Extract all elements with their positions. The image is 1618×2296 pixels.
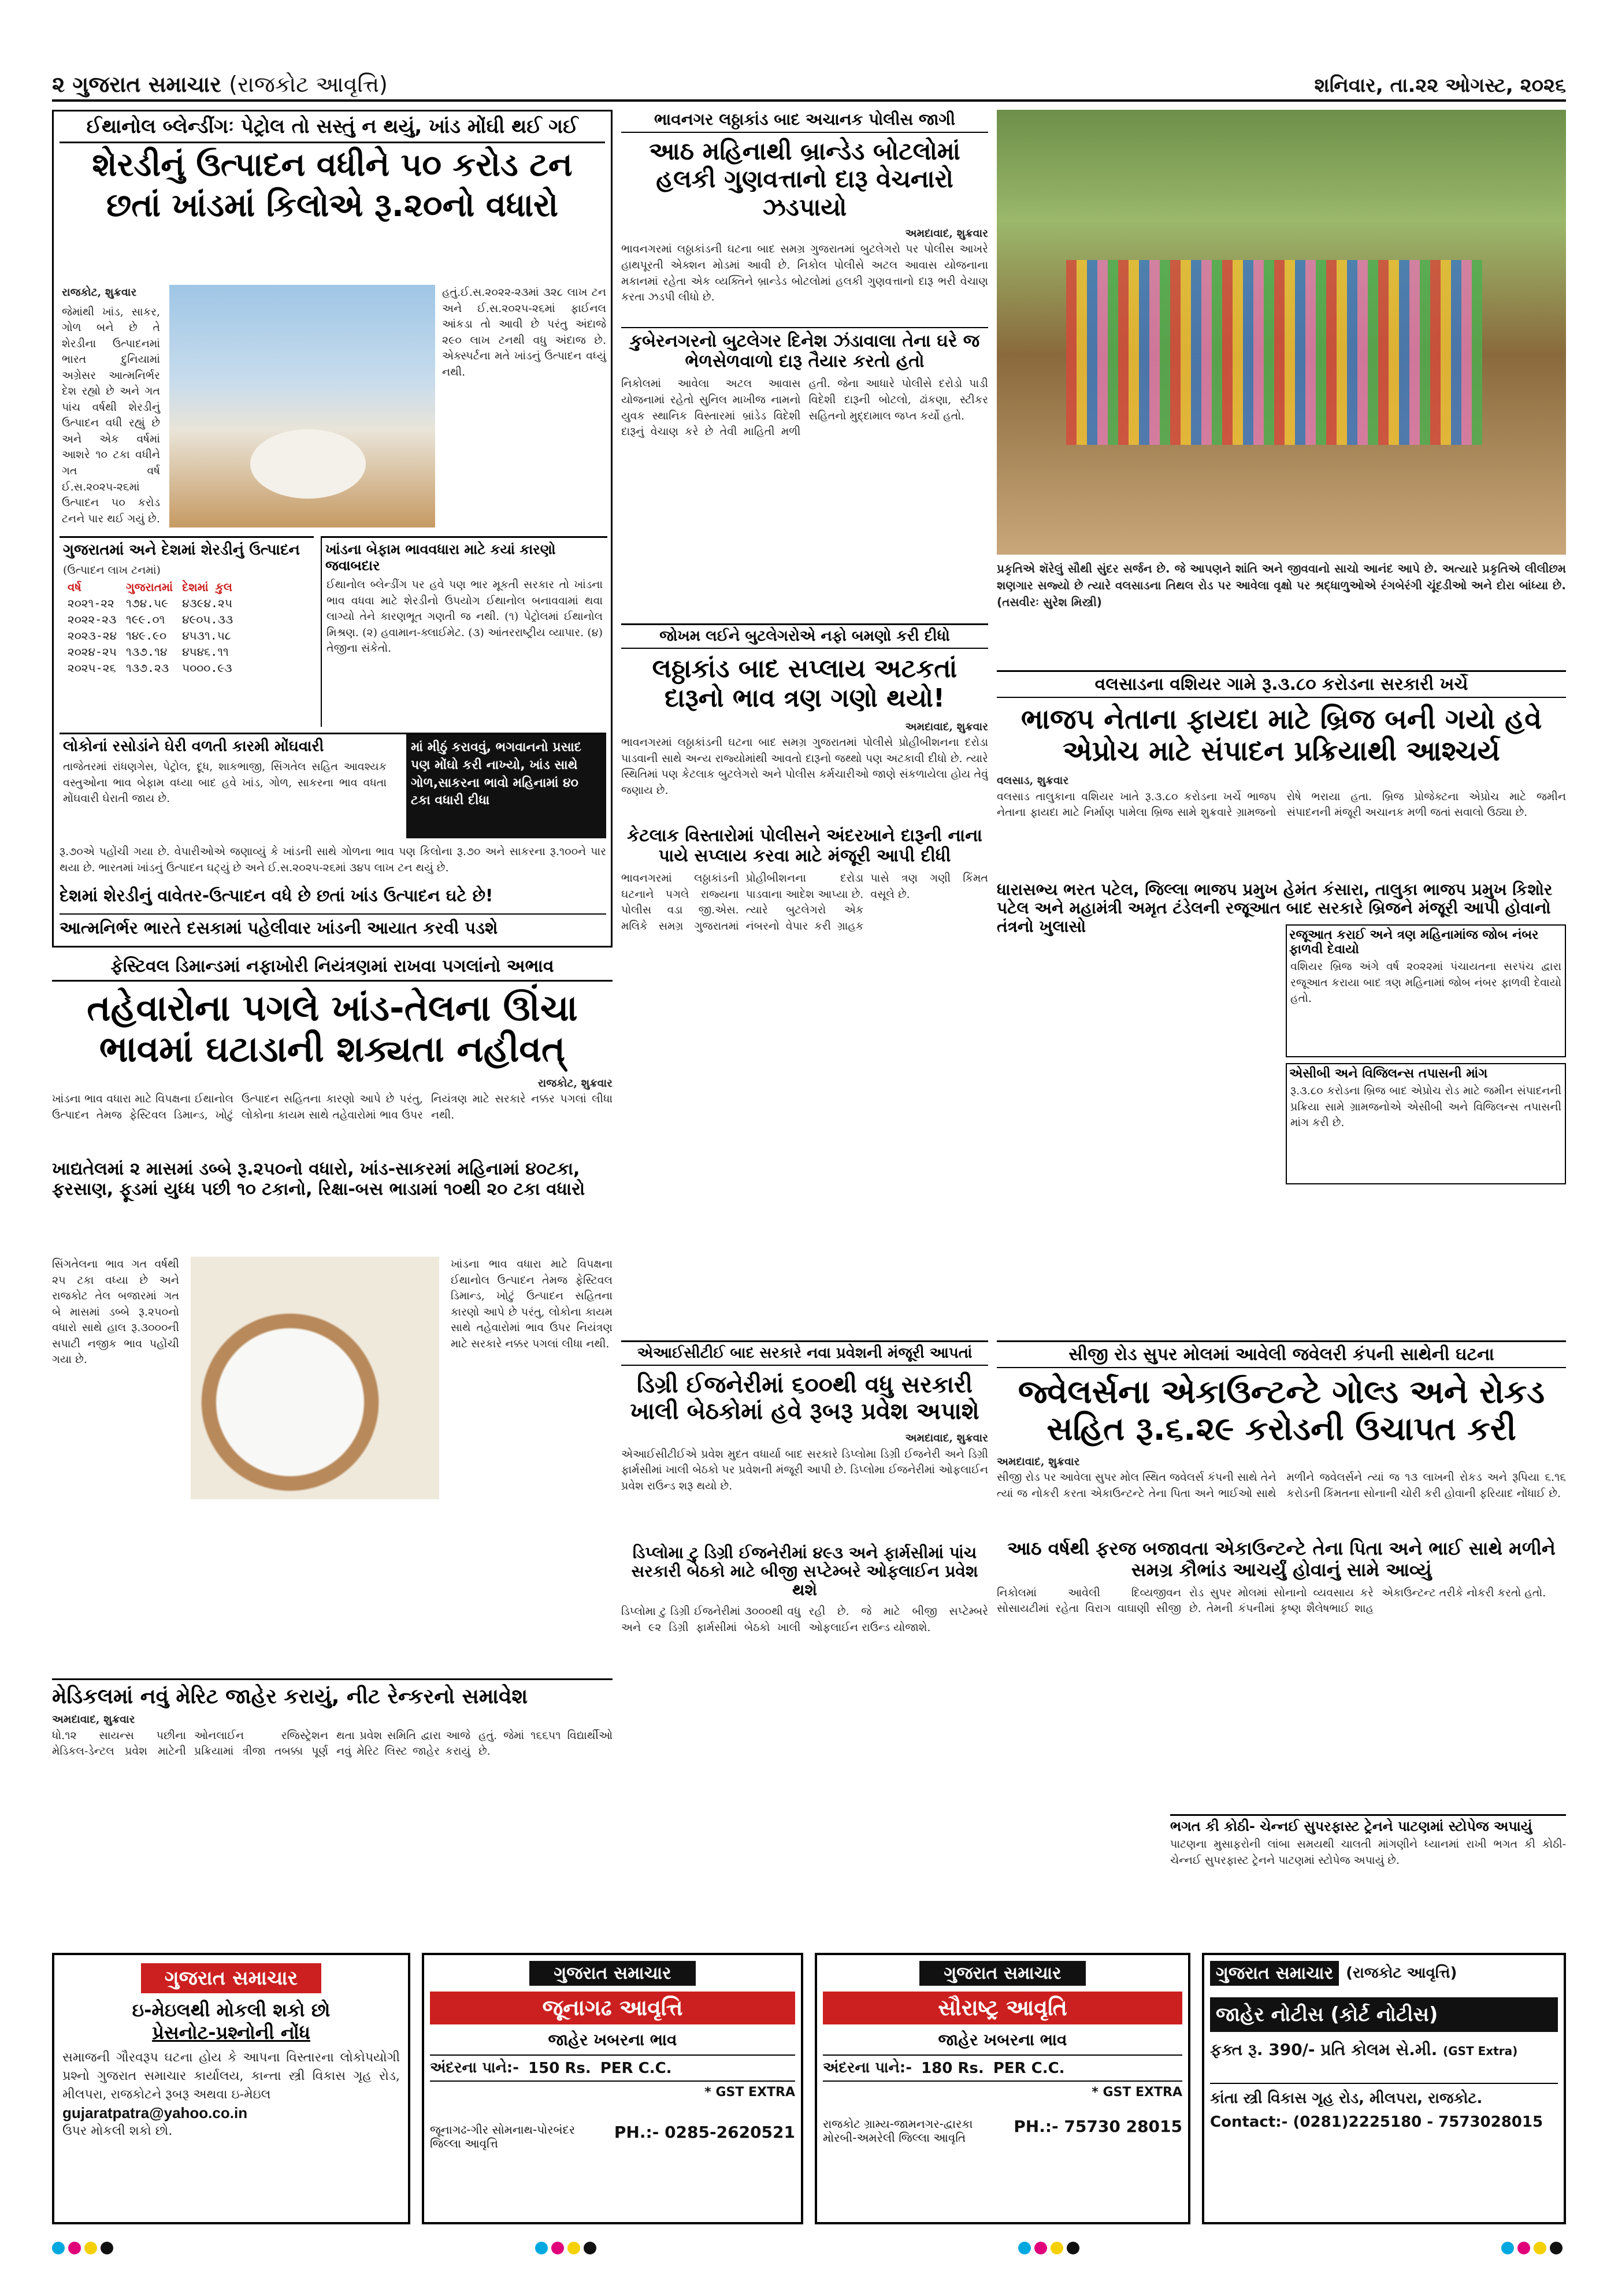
ad-court-notice xyxy=(1202,1953,1566,2224)
ad-text: સમાજની ગૌરવરૂપ ઘટના હોય કે આપના વિસ્તારના લોકોપયોગી પ્રશ્નો ગુજરાત સમાચાર કાર્યાલય, કાન્તા સ્ત્રી વિકાસ ગૃહ રોડ, મીલપરા, રાજકોટને રૂબરૂ અથવા ઇ-મેઇલ xyxy=(62,2050,400,2102)
jobnumber-box xyxy=(1286,924,1566,1057)
acb-title: એસીબી અને વિજિલન્સ તપાસની માંગ xyxy=(1289,1067,1488,1081)
story-text: જેમાંથી ખાંડ, સાકર, ગોળ બને છે તે શેરડીના ઉત્પાદનમાં ભારત દુનિયામાં અગ્રેસર આત્મનિર્ભર દેશ રહ્યો છે અને ગત પાંચ વર્ષથી શેરડીનું ઉત્પાદન વધી રહ્યું છે અને એક વર્ષમાં આશરે ૧૦ ટકા વધીને ગત વર્ષ ઈ.સ.૨૦૨૫-૨૬માં ઉત્પાદન ૫૦ કરોડ ટનને પાર થઈ ગયું છે. xyxy=(62,305,160,525)
story-text-2: નિકોલમાં આવેલા અટલ આવાસ યોજનામાં રહેતો સુનિલ માખીજ નામનો યુવક સ્થાનિક વિસ્તારમાં બ્રાંડેડ વિદેશી દારૂનું વેચાણ કરે છે તેવી માહિતી મળી હતી. જેના આધારે પોલીસે દરોડો પાડી વિદેશી દારૂની બોટલો, ઢાંકણા, સ્ટીકર સહિતનો મુદ્દામાલ જપ્ત કર્યો હતો. xyxy=(621,377,988,439)
story-dateline: અમદાવાદ, શુક્રવાર xyxy=(997,1455,1080,1468)
ad-rate-row xyxy=(823,2054,1182,2082)
table-title: ગુજરાતમાં અને દેશમાં શેરડીનું ઉત્પાદન xyxy=(63,541,300,559)
ad-unit: PER C.C. xyxy=(600,2059,672,2077)
story-subhead: ખાદ્યતેલમાં ૨ માસમાં ડબ્બે રૂ.૨૫૦નો વધારો, ખાંડ-સાકરમાં મહિનામાં ૪૦ટકા, ફરસાણ, ફૂડમાં યુધ્ધ પછી ૧૦ ટકાનો, રિક્ષા-બસ ભાડામાં ૧૦થી ૨૦ ટકા વધારો xyxy=(52,1159,585,1199)
ad-page-label: અંદરના પાને:- xyxy=(823,2059,912,2076)
ad-region: જૂનાગઢ-ગીર સોમનાથ-પોરબંદર જિલ્લા આવૃત્તિ xyxy=(430,2123,576,2150)
ad-footer xyxy=(823,2117,1182,2145)
ad-line-2: પ્રેસનોટ-પ્રશ્નોની નોંધ xyxy=(152,2022,310,2044)
story-headline: મેડિકલમાં નવું મેરિટ જાહેર કરાયું, નીટ રેન્કરનો સમાવેશ xyxy=(52,1678,613,1708)
table-note: (ઉત્પાદન લાખ ટનમાં) xyxy=(63,564,161,577)
cell: ૨૦૨૫-૨૬ xyxy=(68,660,116,675)
story-bridge xyxy=(997,670,1566,1335)
story-text: ધો.૧૨ સાયન્સ પછીના મેડિકલ-ડેન્ટલ પ્રવેશ માટેની ઓનલાઈન રજિસ્ટ્રેશન પ્રક્રિયામાં ત્રીજા તબક્કા પૂર્ણ થતા પ્રવેશ સમિતિ દ્વારા આજે નવું મેરિટ લિસ્ટ જાહેર કરાયું હતું. જેમાં ૧૬૬૫૧ વિદ્યાર્થીઓ છે. xyxy=(52,1729,613,1758)
reg-dots-right xyxy=(1501,2242,1566,2265)
story-subhead: ડિપ્લોમા ટુ ડિગ્રી ઈજનેરીમાં ૪૯૩ અને ફાર્મસીમાં પાંચ સરકારી બેઠકો માટે બીજી સપ્ટેમ્બરે ઓફલાઈન પ્રવેશ થશે xyxy=(631,1543,978,1599)
cell: ૪૯૦૫.૩૩ xyxy=(182,612,233,626)
ad-edition: સૌરાષ્ટ્ર આવૃતિ xyxy=(823,1992,1182,2024)
ad-email-address[interactable]: gujaratpatra@yahoo.co.in xyxy=(62,2104,248,2122)
ad-region: રાજકોટ ગ્રામ્ય-જામનગર-દ્વારકા મોરબી-અમરેલી જિલ્લા આવૃતિ xyxy=(823,2117,973,2145)
header-left xyxy=(52,72,388,98)
story-text-4: ભાવનગરમાં લઠ્ઠાકાંડની ઘટનાને પગલે રાજ્યના પોલીસ વડા જી.એસ. મલિકે સમગ્ર ગુજરાતમાં પ્રોહીબીશનના દરોડા પાડવાના આદેશ આપ્યા છે. ત્યારે બુટલેગરો એક નંબરનો વેપાર કરી ગ્રાહક પાસે ત્રણ ગણી કિંમત વસૂલે છે. xyxy=(621,872,988,932)
reg-dots-mid-2 xyxy=(1018,2242,1083,2265)
story-kicker: સીજી રોડ સુપર મોલમાં આવેલી જવેલરી કંપની સાથેની ઘટના xyxy=(997,1340,1566,1368)
cell: ૧૪૯.૯૦ xyxy=(126,628,166,642)
table-row xyxy=(63,611,237,627)
story-headline: તહેવારોના પગલે ખાંડ-તેલના ઊંચા ભાવમાં ઘટાડાની શક્યતા નહીવત્ xyxy=(87,987,578,1071)
story-headline-2: લઠ્ઠાકાંડ બાદ સપ્લાય અટકતાં દારૂનો ભાવ ત્રણ ગણો થયો! xyxy=(652,654,958,714)
jobnumber-title: રજૂઆત કરાઈ અને ત્રણ મહિનામાંજ જોબ નંબર ફાળવી દેવાયો xyxy=(1289,928,1539,957)
tree-photo xyxy=(997,110,1566,555)
col-gujarat: ગુજરાતમાં xyxy=(126,579,173,594)
jobnumber-text: વશિયર બ્રિજ અંગે વર્ષ ૨૦૨૨માં પંચાયતના સરપંચ દ્વારા રજૂઆત કરાયા બાદ ત્રણ મહિનામાં જોબ નંબર ફાળવી દેવાયો હતો. xyxy=(1290,960,1561,1005)
reg-dots-mid-1 xyxy=(535,2242,600,2265)
train-text: પાટણના મુસાફરોની લાંબા સમયથી ચાલતી માંગણીને ધ્યાનમાં રાખી ભગત કી કોઠી- ચેન્નઈ સુપરફાસ્ટ ટ્રેનને પાટણમાં સ્ટોપેજ અપાયું છે. xyxy=(1170,1838,1566,1867)
ad-page-label: અંદરના પાને:- xyxy=(430,2059,519,2076)
story-kicker: ભાવનગર લઠ્ઠાકાંડ બાદ અચાનક પોલીસ જાગી xyxy=(621,110,988,133)
story-headline-2: છતાં ખાંડમાં કિલોએ રૂ.૨૦નો વધારો xyxy=(106,187,558,225)
inflation-title: લોકોનાં રસોડાંને ઘેરી વળતી કારમી મોંઘવારી xyxy=(63,738,324,755)
story-dateline: વલસાડ, શુક્રવાર xyxy=(997,774,1069,787)
ad-rate-row xyxy=(430,2054,795,2082)
ad-notice: જાહેર નોટીસ (કોર્ટ નોટીસ) xyxy=(1210,1997,1558,2032)
story-dateline: રાજકોટ, શુક્રવાર xyxy=(62,286,137,299)
ad-masthead: ગુજરાત સમાચાર xyxy=(529,1961,696,1986)
story-headline: શેરડીનું ઉત્પાદન વધીને ૫૦ કરોડ ટન xyxy=(92,146,573,184)
cell: ૪૩૯૪.૨૫ xyxy=(182,596,232,610)
col-india: દેશમાં કુલ xyxy=(182,579,232,594)
train-headline: ભગત કી કોઠી- ચેન્નઈ સુપરફાસ્ટ ટ્રેનને પાટણમાં સ્ટોપેજ અપાયું xyxy=(1170,1818,1532,1834)
ad-masthead: ગુજરાત સમાચાર xyxy=(1210,1961,1339,1986)
ad-edition: (રાજકોટ આવૃત્તિ) xyxy=(1346,1964,1457,1982)
ad-line-1: ઇ-મેઇલથી મોકલી શકો છો xyxy=(132,1999,331,2021)
issue-date: શનિવાર, તા.૨૨ ઓગસ્ટ, ૨૦૨૬ xyxy=(1314,74,1566,97)
story-jeweller xyxy=(997,1340,1566,1918)
ad-email-tail: ઉપર મોકલી શકો છો. xyxy=(62,2123,173,2138)
story-text: સીજી રોડ પર આવેલા સુપર મોલ સ્થિત જવેલર્સ કંપની સાથે તેને ત્યાં જ નોકરી કરતા એકાઉન્ટન્ટે તેના પિતા અને ભાઈઓ સાથે મળીને જવેલર્સને ત્યાં જ ૧૩ લાખની રોકડ અને રૂપિયા ૬.૧૬ કરોડની કિંમતના સોનાની ચોરી કરી હોવાની ફરિયાદ નોંધાઈ છે. xyxy=(997,1471,1566,1500)
ad-phone: PH.:- 0285-2620521 xyxy=(614,2123,795,2142)
production-table-box xyxy=(60,536,314,727)
story-dateline: અમદાવાદ, શુક્રવાર xyxy=(905,1432,988,1444)
photo-caption: પ્રકૃતિએ શૅરેલું સૌથી સુંદર સર્જન છે. જે આપણને શાંતિ અને જીવવાનો સાચો આનંદ આપે છે. અત્યારે પ્રકૃતિએ લીલીછમ શણગાર સજ્યો છે ત્યારે વલસાડના તિથલ રોડ પર આવેલા વૃક્ષો પર શ્રદ્ધાળુઓએ રંગબેરંગી ચૂંદડીઓ અને દોરા બાંધ્યા છે. (તસવીરઃ સુરેશ મિસ્ત્રી) xyxy=(997,562,1566,609)
registration-marks xyxy=(52,2242,1566,2265)
inflation-box xyxy=(60,733,606,877)
story-dateline-2: અમદાવાદ, શુક્રવાર xyxy=(905,720,988,733)
page-header xyxy=(52,68,1566,102)
story-sugar xyxy=(52,110,613,948)
reg-dots-left xyxy=(52,2242,117,2265)
ad-rate: 180 Rs. xyxy=(921,2059,984,2077)
cell: ૪૫૪૬.૧૧ xyxy=(182,644,229,659)
col-year: વર્ષ xyxy=(68,579,81,594)
ad-gst: * GST EXTRA xyxy=(704,2085,795,2100)
table-header-row xyxy=(63,579,237,595)
page-number: ૨ xyxy=(52,72,65,97)
story-kicker: ફેસ્ટિવલ ડિમાન્ડમાં નફાખોરી નિયંત્રણમાં રાખવા પગલાંનો અભાવ xyxy=(52,956,613,982)
ad-address: કાંતા સ્ત્રી વિકાસ ગૃહ રોડ, મીલપરા, રાજકોટ. xyxy=(1210,2083,1558,2108)
ad-email xyxy=(52,1953,410,2224)
story-kicker: વલસાડના વશિયર ગામે રૂ.૩.૮૦ કરોડના સરકારી ખર્ચે xyxy=(997,670,1566,698)
cell: ૨૦૨૪-૨૫ xyxy=(68,644,117,659)
cell: ૫૦૦૦.૯૩ xyxy=(182,660,232,675)
ad-edition: જૂનાગઢ આવૃત્તિ xyxy=(430,1992,795,2024)
edition-label: (રાજકોટ આવૃત્તિ) xyxy=(229,72,388,97)
causes-text: ઈથાનોલ બ્લેન્ડીંગ પર હવે પણ ભાર મૂકતી સરકાર તો ખાંડના ભાવ વધવા માટે શેરડીનો ઉપયોગ ઈથાનોલ બનાવવામાં થવા લાગ્યો તેને કારણભૂત ગણતી જ નથી. (૧) પેટ્રોલમાં ઈથાનોલ મિશ્રણ. (૨) હવામાન-ક્લાઈમેટ. (૩) આંતરરાષ્ટ્રીય વ્યાપાર. (૪) તેજીના સંકેતો. xyxy=(326,578,603,655)
sugar-bowl-shape xyxy=(250,429,366,499)
photo-block xyxy=(997,110,1566,664)
inflation-text-2: રૂ.૭૦એ પહોંચી ગયા છે. વેપારીઓએ જણાવ્યું કે ખાંડની સાથે ગોળના ભાવ પણ કિલોના રૂ.૭૦ અને સાકરના રૂ.૧૦૦ને પાર થયા છે. ભારતમાં ખાંડનું ઉત્પાદન ઘટ્યું છે અને ઈ.સ.૨૦૨૫-૨૬માં ૩૪૫ લાખ ટન થયું છે. xyxy=(60,845,606,874)
story-medical xyxy=(52,1678,613,1918)
ad-gst: * GST EXTRA xyxy=(1092,2085,1182,2100)
story-headline: ડિગ્રી ઈજનેરીમાં ૬૦૦થી વધુ સરકારી ખાલી બેઠકોમાં હવે રૂબરૂ પ્રવેશ અપાશે xyxy=(630,1372,979,1425)
cell: ૪૫૩૧.૫૮ xyxy=(182,628,231,642)
story-engineering xyxy=(621,1340,988,1918)
table-row xyxy=(63,595,237,611)
sugar-factory-photo xyxy=(169,285,435,527)
inflation-text: તાજેતરમાં રાંધણગેસ, પેટ્રોલ, દૂધ, શાકભાજી, સિંગતેલ સહિત આવશ્યક વસ્તુઓના ભાવ બેફામ વધ્યા બાદ હવે ખાંડ, ગોળ, સાકરના ભાવ વધતા મોંઘવારી ઘેરાતી જાય છે. xyxy=(63,760,387,805)
cell: ૧૯૯.૦૧ xyxy=(126,612,165,626)
ad-masthead-row xyxy=(1210,1961,1558,1986)
story-kicker: એઆઈસીટીઈ બાદ સરકારે નવા પ્રવેશની મંજૂરી આપતાં xyxy=(621,1340,988,1366)
ad-masthead: ગુજરાત સમાચાર xyxy=(141,1963,321,1993)
story-dateline: રાજકોટ, શુક્રવાર xyxy=(537,1076,613,1090)
story-subhead-2: કેટલાક વિસ્તારોમાં પોલીસને અંદરખાને દારૂની નાના પાયે સપ્લાય કરવા માટે મંજૂરી આપી દીધી xyxy=(627,826,982,866)
ad-rate-label: જાહેર ખબરના ભાવ xyxy=(548,2030,677,2049)
story-subhead: કુબેરનગરનો બુટલેગર દિનેશ ઝંડાવાલા તેના ઘરે જ ભેળસેળવાળો દારૂ તૈયાર કરતો હતો xyxy=(621,327,988,371)
story-dateline: અમદાવાદ, શુક્રવાર xyxy=(905,226,988,240)
ad-rate-label: જાહેર ખબરના ભાવ xyxy=(938,2030,1067,2049)
ad-rate: 150 Rs. xyxy=(528,2059,591,2077)
cell: ૧૩૭.૧૪ xyxy=(126,644,168,659)
story-text-2: સિંગતેલના ભાવ ગત વર્ષથી ૨૫ ટકા વધ્યા છે અને રાજકોટ તેલ બજારમાં ગત બે માસમાં ડબ્બે રૂ.૨૫૦નો વધારો સાથે હાલ રૂ.૩૦૦૦ની સપાટી નજીક ભાવ પહોંચી ગયા છે. xyxy=(52,1258,179,1366)
story-body xyxy=(62,285,160,527)
ad-contact: Contact:- (0281)2225180 - 7573028015 xyxy=(1210,2113,1543,2131)
causes-title: ખાંડના બેફામ ભાવવધારા માટે કયાં કારણો જવાબદાર xyxy=(325,541,556,574)
salt-bowl-photo xyxy=(191,1257,439,1499)
ad-saurashtra xyxy=(815,1953,1190,2224)
story-text-2: નિકોલમાં આવેલી દિવ્યજીવન સોસાયટીમાં રહેતા વિરાગ વાઘાણી સીજી રોડ સુપર મોલમાં સોનાનો વ્યવસાય કરે છે. તેમની કંપનીમાં કૃષ્ણ શૈલેષભાઈ શાહ એકાઉન્ટન્ટ તરીકે નોકરી કરતો હતો. xyxy=(997,1586,1546,1615)
ad-phone: PH.:- 75730 28015 xyxy=(1014,2117,1182,2136)
highlight-box: માં મીઠું કરાવવું, ભગવાનનો પ્રસાદ પણ મોંઘો કરી નાખ્યો, ખાંડ સાથે ગોળ,સાકરના ભાવો મહિનામાં ૪૦ ટકા વધારી દીધા xyxy=(406,734,606,838)
story-dateline: અમદાવાદ, શુક્રવાર xyxy=(52,1713,135,1726)
causes-box xyxy=(321,536,607,727)
story-headline: જ્વેલર્સના એકાઉન્ટન્ટે ગોલ્ડ અને રોકડ સહિત રૂ.૬.૨૯ કરોડની ઉચાપત કરી xyxy=(1018,1373,1545,1448)
table-row xyxy=(63,627,237,644)
story-kicker-2: જોખમ લઈને બુટલેગરોએ નફો બમણો કરી દીધો xyxy=(621,623,988,649)
ad-footer xyxy=(430,2123,795,2150)
cloth-strips xyxy=(1066,260,1482,445)
production-table xyxy=(63,579,237,676)
acb-text: રૂ.૩.૮૦ કરોડના બ્રિજ બાદ એપ્રોચ રોડ માટે જમીન સંપાદનની પ્રક્રિયા સામે ગ્રામજનોએ એસીબી અને વિજિલન્સ તપાસની માંગ કરી છે. xyxy=(1290,1084,1561,1130)
story-text: ભાવનગરમાં લઠ્ઠાકાંડની ઘટના બાદ સમગ્ર ગુજરાતમાં બુટલેગરો પર પોલીસ આખરે હાથપૂરતી એક્શન મોડમાં આવી છે. નિકોલ પોલીસે અટલ આવાસ યોજનાના મકાનમાં રહેતા એક વ્યક્તિને બ્રાન્ડેડ બોટલોમાં હલકી ગુણવત્તાનો દારૂ ભરી વેચાણ કરતા ઝડપી લીધો છે. xyxy=(621,243,988,304)
cell: ૨૦૨૨-૨૩ xyxy=(68,612,117,626)
story-headline: આઠ મહિનાથી બ્રાન્ડેડ બોટલોમાં હલકી ગુણવત્તાનો દારૂ વેચનારો ઝડપાયો xyxy=(649,137,960,221)
bottom-line-2: આત્મનિર્ભર ભારતે દસકામાં પહેલીવાર ખાંડની આયાત કરવી પડશે xyxy=(60,913,606,938)
cell: ૧૭૪.૫૯ xyxy=(126,596,169,610)
story-kicker: ઈથાનોલ બ્લેન્ડીંગઃ પેટ્રોલ તો સસ્તું ન થયું, ખાંડ મોંઘી થઈ ગઈ xyxy=(60,115,605,143)
story-subhead: આઠ વર્ષથી ફરજ બજાવતા એકાઉન્ટન્ટે તેના પિતા અને ભાઈ સાથે મળીને સમગ્ર કૌભાંડ આચર્યું હોવાનું સામે આવ્યું xyxy=(1007,1537,1556,1581)
story-text: એઆઈસીટીઈએ પ્રવેશ મુદત વધાર્યા બાદ સરકારે ડિપ્લોમા ડિગ્રી ઈજનેરી અને ડિગ્રી ફાર્મસીમાં ખાલી બેઠકો પર પ્રવેશની મંજૂરી આપી છે. ડિપ્લોમા ઈજનેરીમાં ઓફલાઈન પ્રવેશ રાઉન્ડ શરૂ થયો છે. xyxy=(621,1447,988,1492)
story-text-3: ભાવનગરમાં લઠ્ઠાકાંડની ઘટના બાદ સમગ્ર ગુજરાતમાં પોલીસે પ્રોહીબીશનના દરોડા પાડવાની સાથે અન્ય રાજ્યોમાંથી આવતો દારૂનો જથ્થો પણ અટકાવી દીધો છે. ત્યારે સ્થિતિમાં પણ કેટલાક બુટલેગરો અને પોલીસ કર્મચારીઓ જાણે સંકળાયેલા હોય તેવું જણાય છે. xyxy=(621,736,988,797)
cell: ૨૦૨૩-૨૪ xyxy=(68,628,117,642)
story-headline: ભાજપ નેતાના ફાયદા માટે બ્રિજ બની ગયો હવે એપ્રોચ માટે સંપાદન પ્રક્રિયાથી આશ્ચર્ય xyxy=(1020,703,1542,768)
cell: ૧૩૭.૨૩ xyxy=(126,660,169,675)
table-row xyxy=(63,644,237,660)
bottom-line-1: દેશમાં શેરડીનું વાવેતર-ઉત્પાદન વધે છે છતાં ખાંડ ઉત્પાદન ઘટે છે! xyxy=(60,886,493,905)
ad-rate-row xyxy=(1210,2040,1558,2060)
ad-gst: (GST Extra) xyxy=(1443,2044,1518,2058)
story-festival xyxy=(52,956,613,1673)
table-row xyxy=(63,660,237,676)
story-text-3: ખાંડના ભાવ વધારા માટે વિપક્ષના ઈથાનોલ ઉત્પાદન તેમજ ફેસ્ટિવલ ડિમાન્ડ, ખોટું ઉત્પાદન સહિતના કારણો આપે છે પરંતુ, લોકોના કાયમ સાથે તહેવારોમાં ભાવ ઉપર નિયંત્રણ માટે સરકારે નક્કર પગલાં લીધા નથી. xyxy=(451,1258,613,1350)
ad-unit: PER C.C. xyxy=(993,2059,1065,2077)
story-text-2: ડિપ્લોમા ટુ ડિગ્રી ઈજનેરીમાં ૩૦૦૦થી વધુ અને ૯૨ ડિગ્રી ફાર્મસીમાં બેઠકો ખાલી રહી છે. જે માટે બીજી સપ્ટેમ્બરે ઓફલાઈન રાઉન્ડ યોજાશે. xyxy=(621,1605,988,1634)
ad-junagadh xyxy=(422,1953,803,2224)
train-story xyxy=(1170,1814,1566,1918)
story-subhead: ધારાસભ્ય ભરત પટેલ, જિલ્લા ભાજપ પ્રમુખ હેમંત કંસારા, તાલુકા ભાજપ પ્રમુખ કિશોર પટેલ અને મહામંત્રી અમૃત ટંડેલની રજૂઆત બાદ સરકારે બ્રિજને મંજૂરી આપી હોવાનો તંત્રનો ખુલાસો xyxy=(997,879,1553,937)
story-text: ખાંડના ભાવ વધારા માટે વિપક્ષના ઈથાનોલ ઉત્પાદન તેમજ ફેસ્ટિવલ ડિમાન્ડ, ખોટું ઉત્પાદન સહિતના કારણો આપે છે પરંતુ, લોકોના કાયમ સાથે તહેવારોમાં ભાવ ઉપર નિયંત્રણ માટે સરકારે નક્કર પગલાં લીધા નથી. xyxy=(52,1093,613,1121)
cell: ૨૦૨૧-૨૨ xyxy=(68,596,114,610)
acb-box xyxy=(1286,1063,1566,1184)
story-liquor xyxy=(621,110,988,1335)
ad-rate: ફક્ત રૂ. 390/- પ્રતિ કોલમ સે.મી. xyxy=(1210,2040,1438,2059)
paper-name: ગુજરાત સમાચાર xyxy=(72,72,221,97)
story-text: વલસાડ તાલુકાના વશિયર ખાતે રૂ.૩.૮૦ કરોડના ખર્ચે ભાજપ નેતાના ફાયદા માટે નિર્માણ પામેલા બ્રિજ સામે શુક્રવારે ગ્રામજનો રોષે ભરાયા હતા. બ્રિજ પ્રોજેક્ટના એપ્રોચ માટે જમીન સંપાદનની મંજૂરી અચાનક મળી જતાં સવાલો ઉઠ્યા છે. xyxy=(997,790,1566,819)
ad-masthead: ગુજરાત સમાચાર xyxy=(919,1961,1086,1986)
story-body-2: હતું.ઈ.સ.૨૦૨૨-૨૩માં ૩૨૮ લાખ ટન અને ઈ.સ.૨૦૨૫-૨૬માં ફાઈનલ આંકડા તો આવી છે પરંતુ અંદાજે ૨૯૦ લાખ ટનથી વધુ અંદાજ છે. એક્સ્પર્ટના મતે ખાંડનું ઉત્પાદન વધ્યું નથી. xyxy=(442,286,606,378)
